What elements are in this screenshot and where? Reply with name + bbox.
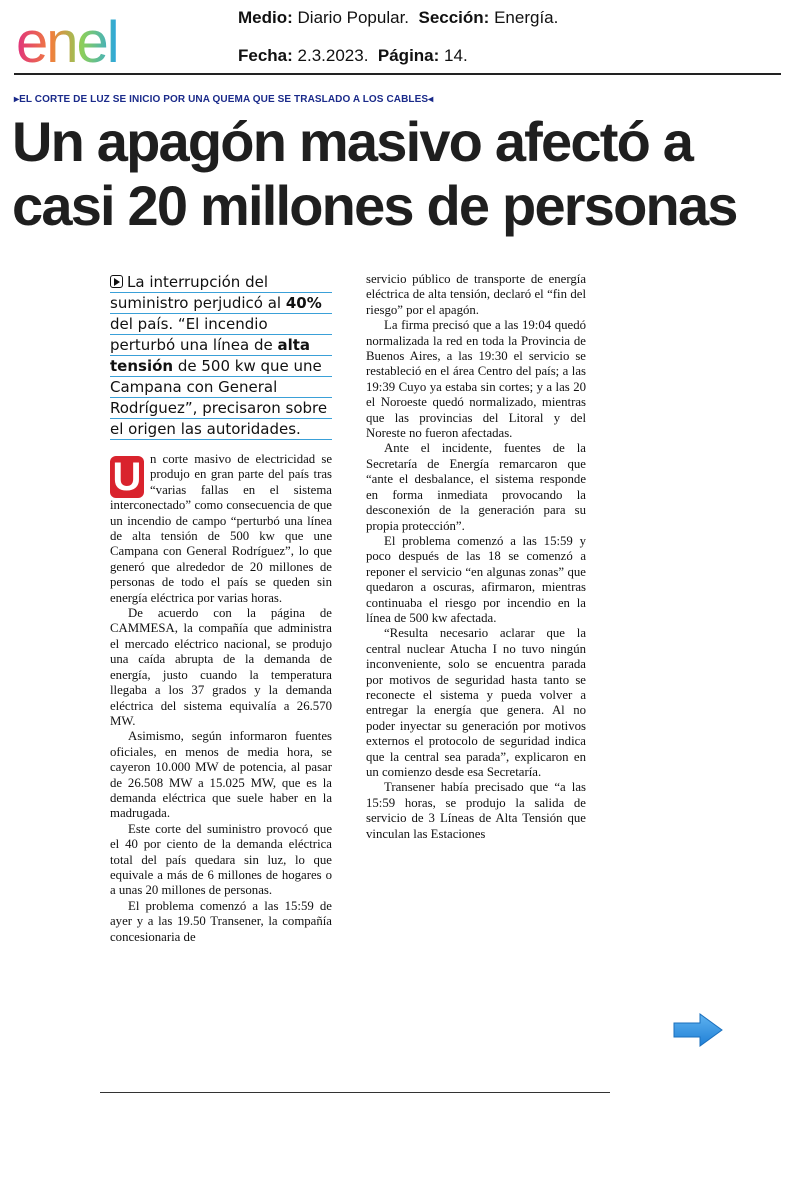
pagina-value: 14.	[444, 46, 468, 65]
lead-bold-text: alta	[277, 336, 311, 354]
dropcap: U	[110, 456, 144, 498]
fecha-value: 2.3.2023.	[297, 46, 369, 65]
lead-line	[110, 293, 332, 314]
lead-text: el origen las autoridades.	[110, 420, 301, 438]
kicker-left-marker-icon: ▸	[14, 94, 20, 105]
lead-text: perturbó una línea de	[110, 336, 278, 354]
lead-summary	[110, 272, 332, 440]
header-divider	[14, 73, 781, 75]
body-paragraph: El problema comenzó a las 15:59 y poco después de las 18 se comenzó a reponer el servicio “en algunas zonas” que quedaron a oscuras, afirmaron, mientras continuaba el riesgo por incendio en la línea de 500 kw afectada.	[366, 533, 586, 625]
kicker	[14, 94, 433, 105]
play-icon	[110, 275, 123, 288]
lead-line	[110, 377, 332, 398]
lead-line	[110, 335, 332, 356]
seccion-label: Sección:	[418, 8, 490, 27]
lead-text: de 500 kw que une	[173, 357, 322, 375]
body-paragraph: “Resulta necesario aclarar que la central nuclear Atucha I no tuvo ningún inconveniente, solo se encuentra parada por motivos de seguridad hasta tanto se reconecte el sistema y pueda volver a entregar la energía que genera. Al no poder inyectar su generación por motivos externos el protocolo de seguridad indica que la central sea parada”, explicaron en un comienzo desde esa Secretaría.	[366, 626, 586, 779]
body-paragraph: n corte masivo de electricidad se produjo en gran parte del país tras “varias fallas en el sistema interconectado” como consecuencia de que un incendio de campo “perturbó una línea de alta tensión de 500 kw que une Campana con General Rodríguez”, lo que generó que alrededor de 20 millones de personas de todo el país se queden sin energía eléctrica por varias horas.	[110, 452, 332, 605]
headline	[12, 110, 797, 238]
logo-wordmark: enel	[16, 12, 118, 72]
headline-line-2: casi 20 millones de personas	[12, 174, 737, 237]
lead-text: del país. “El incendio	[110, 315, 268, 333]
meta-line-1	[238, 8, 558, 28]
body-paragraph: El problema comenzó a las 15:59 de ayer y a las 19.50 Transener, la compañía concesionaria de	[110, 898, 332, 944]
lead-text: Rodríguez”, precisaron sobre	[110, 399, 328, 417]
lead-line	[110, 272, 332, 293]
lead-text: La interrupción del	[127, 273, 268, 291]
body-paragraph: Transener había precisado que “a las 15:59 horas, se produjo la salida de servicio de 3 Líneas de Alta Tensión que vinculan las Estaciones	[366, 780, 586, 841]
lead-text: Campana con General	[110, 378, 278, 396]
medio-value: Diario Popular.	[297, 8, 410, 27]
seccion-value: Energía.	[494, 8, 559, 27]
pagina-label: Página:	[377, 46, 440, 65]
headline-line-1: Un apagón masivo afectó a	[12, 110, 693, 173]
body-paragraph: Asimismo, según informaron fuentes oficiales, en menos de media hora, se cayeron 10.000 MW de potencia, al pasar de 26.508 MW a 15.025 MW, que es la demanda eléctrica que suele haber en la madrugada.	[110, 729, 332, 821]
kicker-text: EL CORTE DE LUZ SE INICIO POR UNA QUEMA QUE SE TRASLADO A LOS CABLES	[19, 94, 429, 105]
body-column-2	[366, 272, 586, 842]
body-column-1	[110, 452, 332, 945]
medio-label: Medio:	[238, 8, 293, 27]
kicker-right-marker-icon: ◂	[428, 94, 434, 105]
arrow-right-icon	[672, 1012, 724, 1048]
lead-line	[110, 356, 332, 377]
fecha-label: Fecha:	[238, 46, 293, 65]
body-paragraph: La firma precisó que a las 19:04 quedó normalizada la red en toda la Provincia de Buenos Aires, a las 19:30 el servicio se restableció en el área Centro del país; a las 19:39 Cuyo ya estaba sin cortes; y a las 20 el Noroeste quedó normalizado, mientras que las provincias del Litoral y del Noreste no fueron afectadas.	[366, 318, 586, 441]
lead-line	[110, 398, 332, 419]
lead-line	[110, 314, 332, 335]
lead-text: suministro perjudicó al	[110, 294, 286, 312]
body-paragraph: Ante el incidente, fuentes de la Secretaría de Energía remarcaron que “ante el desbalance, el sistema responde en forma inmediata provocando la desconexión de la generación para su propia protección”.	[366, 441, 586, 533]
enel-logo	[14, 12, 174, 72]
meta-line-2	[238, 46, 468, 66]
body-paragraph: servicio público de transporte de energía eléctrica de alta tensión, declaró el “fin del riesgo” por el apagón.	[366, 272, 586, 317]
footer-divider	[100, 1092, 610, 1093]
lead-bold-text: 40%	[285, 294, 322, 312]
lead-bold-text: tensión	[110, 357, 174, 375]
body-paragraph: De acuerdo con la página de CAMMESA, la compañía que administra el mercado eléctrico nacional, se produjo una caída abrupta de la demanda de energía, justo cuando la temperatura llegaba a los 37 grados y la demanda eléctrica del sistema equivalía a 26.570 MW.	[110, 606, 332, 728]
body-paragraph: Este corte del suministro provocó que el 40 por ciento de la demanda eléctrica total del país quedara sin luz, lo que equivale a más de 6 millones de hogares o a unas 20 millones de personas.	[110, 821, 332, 898]
lead-line	[110, 419, 332, 440]
